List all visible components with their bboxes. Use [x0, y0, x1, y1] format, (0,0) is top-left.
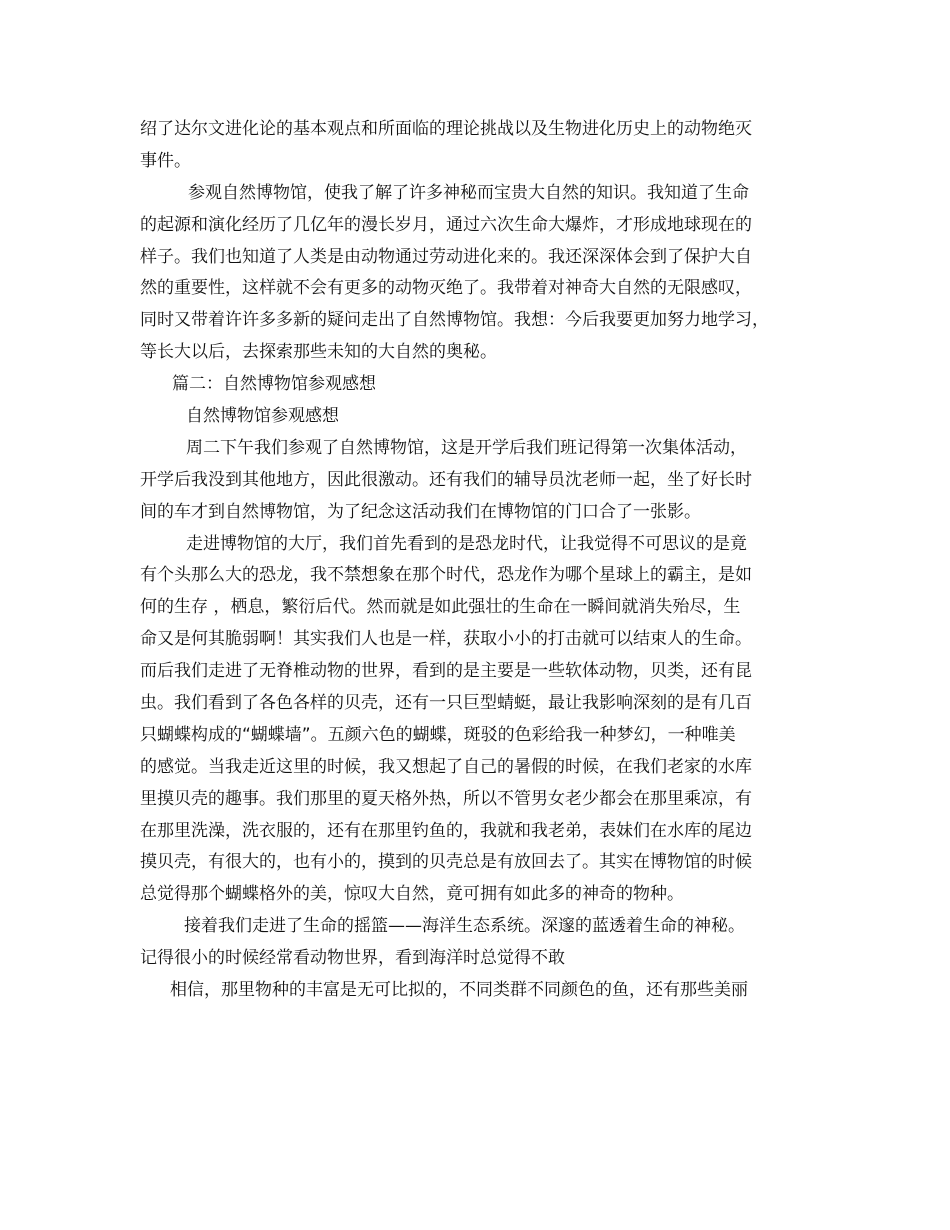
- paragraph-start: 接着我们走进了生命的摇篮——海洋生态系统。深邃的蓝透着生命的神秘。: [184, 916, 745, 937]
- paragraph-start: 参观自然博物馆，使我了解了许多神秘而宝贵大自然的知识。我知道了生命: [188, 182, 749, 203]
- text-line: 同时又带着许许多多新的疑问走出了自然博物馆。我想：今后我要更加努力地学习，: [140, 310, 769, 331]
- paragraph-start: 周二下午我们参观了自然博物馆，这是开学后我们班记得第一次集体活动，: [186, 437, 747, 458]
- text-line: 然的重要性，这样就不会有更多的动物灭绝了。我带着对神奇大自然的无限感叹，: [140, 278, 752, 299]
- body-text: [140, 114, 830, 1007]
- text-line: 记得很小的时候经常看动物世界，看到海洋时总觉得不敢: [140, 948, 565, 969]
- article-title: 自然博物馆参观感想: [186, 406, 339, 427]
- text-line: 虫。我们看到了各色各样的贝壳，还有一只巨型蜻蜓，最让我影响深刻的是有几百: [140, 693, 752, 714]
- text-line: 何的生存 ，栖息，繁衍后代。然而就是如此强壮的生命在一瞬间就消失殆尽，生: [140, 597, 741, 618]
- text-line: 样子。我们也知道了人类是由动物通过劳动进化来的。我还深深体会到了保护大自: [140, 246, 752, 267]
- text-line: 等长大以后，去探索那些未知的大自然的奥秘。: [140, 342, 497, 363]
- text-line: 绍了达尔文进化论的基本观点和所面临的理论挑战以及生物进化历史上的动物绝灭: [140, 119, 752, 139]
- text-line: 摸贝壳，有很大的，也有小的，摸到的贝壳总是有放回去了。其实在博物馆的时候: [140, 852, 752, 873]
- text-line: 命又是何其脆弱啊！其实我们人也是一样，获取小小的打击就可以结束人的生命。: [140, 629, 752, 650]
- paragraph-start: 相信，那里物种的丰富是无可比拟的，不同类群不同颜色的鱼，还有那些美丽: [170, 980, 748, 1001]
- text-line: 在那里洗澡，洗衣服的，还有在那里钓鱼的，我就和我老弟，表妹们在水库的尾边: [140, 820, 752, 841]
- text-line: 有个头那么大的恐龙，我不禁想象在那个时代，恐龙作为哪个星球上的霸主，是如: [140, 565, 752, 586]
- text-line: 的感觉。当我走近这里的时候，我又想起了自己的暑假的时候，在我们老家的水库: [140, 756, 752, 777]
- text-line: 间的车才到自然博物馆，为了纪念这活动我们在博物馆的门口合了一张影。: [140, 501, 701, 522]
- text-line: 的起源和演化经历了几亿年的漫长岁月，通过六次生命大爆炸，才形成地球现在的: [140, 214, 752, 235]
- text-line: 总觉得那个蝴蝶格外的美，惊叹大自然，竟可拥有如此多的神奇的物种。: [140, 884, 684, 905]
- text-line: 开学后我没到其他地方，因此很激动。还有我们的辅导员沈老师一起，坐了好长时: [140, 469, 752, 490]
- text-line: 只蝴蝶构成的“蝴蝶墙”。五颜六色的蝴蝶，斑驳的色彩给我一种梦幻，一种唯美: [140, 724, 736, 745]
- paragraph-start: 走进博物馆的大厅，我们首先看到的是恐龙时代，让我觉得不可思议的是竟: [186, 533, 747, 554]
- text-line: 而后我们走进了无脊椎动物的世界，看到的是主要是一些软体动物，贝类，还有昆: [140, 661, 752, 682]
- section-heading: 篇二：自然博物馆参观感想: [172, 374, 376, 395]
- text-line: 里摸贝壳的趣事。我们那里的夏天格外热，所以不管男女老少都会在那里乘凉，有: [140, 788, 752, 809]
- text-line: 事件。: [140, 150, 191, 171]
